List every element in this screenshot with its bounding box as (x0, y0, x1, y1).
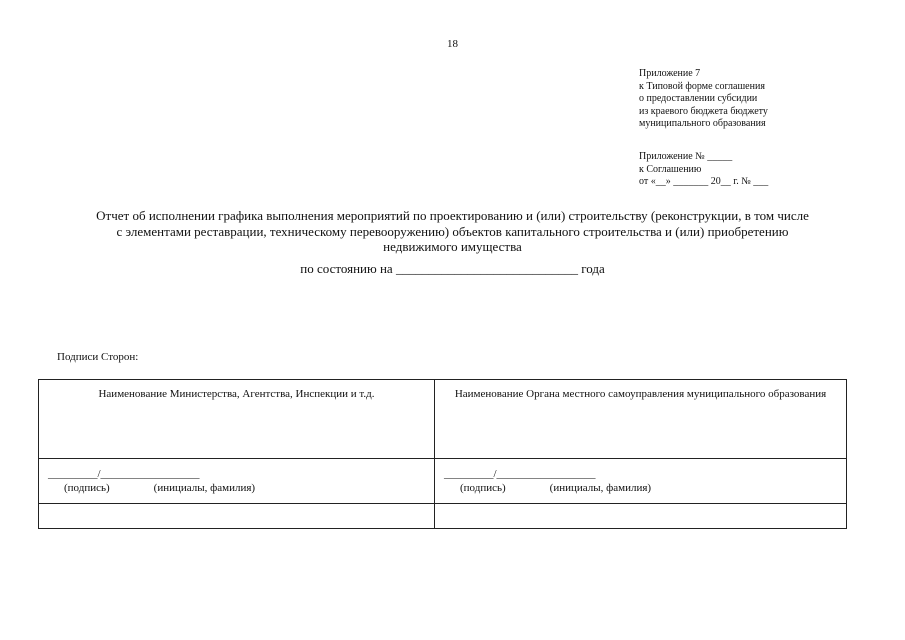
table-signature-row (39, 459, 847, 504)
annex-agreement-line: к Соглашению (639, 163, 702, 175)
annex-7-line: Приложение 7 (639, 68, 701, 79)
annex-7-block (639, 68, 768, 131)
ministry-signature-cell (39, 459, 435, 504)
annex-agreement-line: от «__» _______ 20__ г. № ___ (639, 176, 769, 188)
municipal-body-name-header: Наименование Органа местного самоуправления муниципального образования (454, 388, 827, 400)
table-empty-row (39, 504, 847, 529)
annex-7-line: муниципального образования (639, 118, 766, 130)
report-title-line: недвижимого имущества (383, 239, 522, 255)
signature-line: _________/__________________ (48, 468, 200, 480)
state-date-line: по состоянию на ____________________________ года (300, 261, 605, 276)
ministry-name-header: Наименование Министерства, Агентства, Инспекции и т.д. (98, 388, 375, 400)
page-number: 18 (447, 38, 458, 50)
name-caption: (инициалы, фамилия) (153, 482, 256, 494)
signature-caption: (подпись) (64, 482, 110, 494)
signature-line: _________/__________________ (444, 468, 596, 480)
table-header-row (39, 380, 847, 459)
signature-captions (64, 482, 255, 494)
annex-agreement-block (639, 151, 768, 189)
signatures-table (38, 379, 847, 529)
annex-7-line: к Типовой форме соглашения (639, 80, 765, 92)
name-caption: (инициалы, фамилия) (549, 482, 652, 494)
empty-cell (435, 504, 847, 529)
report-title (30, 208, 875, 255)
report-title-line: Отчет об исполнении графика выполнения мероприятий по проектированию и (или) строительству (реконструкции, в том числе (96, 208, 809, 223)
annex-7-line: из краевого бюджета бюджету (639, 105, 768, 117)
annex-7-line: о предоставлении субсидии (639, 93, 758, 105)
annex-agreement-line: Приложение № _____ (639, 151, 733, 162)
ministry-name-cell (39, 380, 435, 459)
report-title-line: с элементами реставрации, техническому перевооружению) объектов капитального строительства и (или) приобретению (116, 223, 789, 239)
signature-captions (460, 482, 651, 494)
municipal-signature-cell (435, 459, 847, 504)
municipal-body-name-cell (435, 380, 847, 459)
signature-caption: (подпись) (460, 482, 506, 494)
signatures-label: Подписи Сторон: (57, 351, 139, 363)
empty-cell (39, 504, 435, 529)
